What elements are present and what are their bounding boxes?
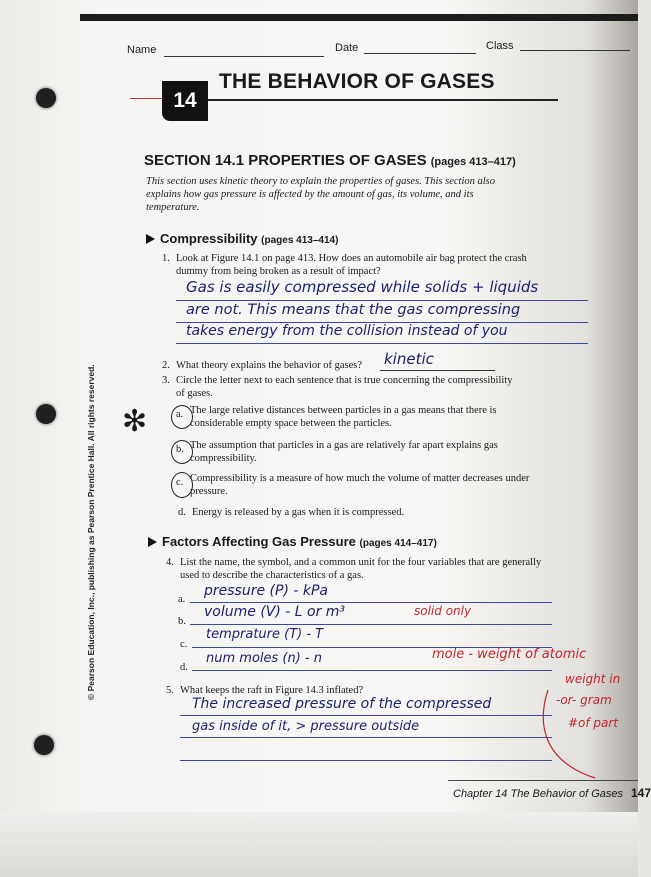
q5-text: What keeps the raft in Figure 14.3 inflated? — [180, 685, 364, 696]
top-bar — [80, 14, 638, 21]
binder-hole-top — [36, 88, 56, 108]
q5-answer-text-2: gas inside of it, > pressure outside — [192, 719, 420, 734]
class-label: Class — [486, 40, 514, 52]
q4-row-b-line[interactable] — [190, 624, 552, 625]
margin-note-line-2: -or- gram — [556, 693, 612, 707]
q4-row-b-note: solid only — [414, 604, 472, 618]
footer-rule — [448, 780, 638, 781]
section-title-text: SECTION 14.1 PROPERTIES OF GASES — [144, 152, 427, 169]
date-line[interactable] — [364, 53, 476, 54]
footer-chapter-text: Chapter 14 The Behavior of Gases — [453, 788, 623, 800]
compressibility-heading-text: Compressibility — [160, 231, 258, 246]
q4-row-a-letter: a. — [178, 594, 186, 605]
option-a-letter[interactable]: a. — [176, 409, 184, 420]
factors-heading — [148, 534, 437, 549]
name-line[interactable] — [164, 56, 324, 57]
q5-answer-line-1[interactable] — [180, 715, 552, 716]
star-mark: ✻ — [122, 404, 148, 439]
chapter-number-badge: 14 — [162, 81, 208, 121]
q4-row-c-answer: temprature (T) - T — [206, 627, 324, 642]
red-bracket-stroke — [540, 690, 600, 785]
option-d-letter[interactable]: d. — [178, 507, 186, 518]
factors-pages: (pages 414–417) — [359, 538, 437, 549]
q2-answer: kinetic — [384, 350, 434, 368]
q3-number: 3. — [162, 375, 170, 386]
q3-text: Circle the letter next to each sentence that is true concerning the compressibility of gases. — [176, 375, 513, 399]
q1-answer-line-3[interactable] — [176, 343, 588, 344]
q1-answer-text-2: are not. This means that the gas compressing — [186, 302, 521, 318]
q4-number: 4. — [166, 557, 174, 568]
q5-answer-line-3[interactable] — [180, 760, 552, 761]
chapter-title: THE BEHAVIOR OF GASES — [219, 70, 495, 93]
q1-number: 1. — [162, 253, 170, 264]
q4-row-b-answer: volume (V) - L or m³ — [204, 604, 346, 620]
triangle-bullet-icon — [146, 234, 155, 244]
option-b-letter[interactable]: b. — [176, 444, 184, 455]
compressibility-pages: (pages 413–414) — [261, 235, 339, 246]
q2-answer-line[interactable] — [380, 370, 495, 371]
section-intro: This section uses kinetic theory to explain the properties of gases. This section also explains how gas pressure is affected by the amount of gas, its volume, and its temperature. — [146, 176, 495, 213]
option-c-letter[interactable]: c. — [176, 477, 184, 488]
q4-row-c-letter: c. — [180, 639, 188, 650]
q4-row-d-answer: num moles (n) - n — [206, 651, 322, 666]
page-footer — [453, 786, 651, 800]
q2-number: 2. — [162, 360, 170, 371]
q1-answer-line-1[interactable] — [176, 300, 588, 301]
q4-row-a-line[interactable] — [190, 602, 552, 603]
q4-row-d-line[interactable] — [192, 670, 552, 671]
date-label: Date — [335, 42, 359, 54]
q1-answer-text-3: takes energy from the collision instead of you — [186, 323, 508, 339]
compressibility-heading — [146, 231, 338, 246]
q4-row-d-letter: d. — [180, 662, 188, 673]
q4-row-a-answer: pressure (P) - kPa — [204, 583, 328, 599]
q4-row-d-note: mole - weight of atomic — [432, 647, 587, 662]
factors-heading-text: Factors Affecting Gas Pressure — [162, 534, 356, 549]
class-line[interactable] — [520, 50, 630, 51]
margin-note-line-1: weight in — [565, 672, 621, 686]
q5-answer-line-2[interactable] — [180, 737, 552, 738]
q4-row-b-letter: b. — [178, 616, 186, 627]
binder-hole-middle — [36, 404, 56, 424]
option-c-text: Compressibility is a measure of how much the volume of matter decreases under pressure. — [190, 473, 530, 497]
name-label: Name — [127, 44, 157, 56]
margin-note-line-3: #of part — [568, 716, 619, 730]
q5-number: 5. — [166, 685, 174, 696]
triangle-bullet-icon — [148, 537, 157, 547]
chapter-accent-line — [130, 98, 163, 99]
q2-text: What theory explains the behavior of gases? — [176, 360, 363, 371]
section-pages: (pages 413–417) — [430, 156, 516, 168]
chapter-title-rule — [208, 99, 558, 101]
q5-answer-text-1: The increased pressure of the compressed — [192, 696, 492, 712]
page-bottom-shadow — [0, 812, 638, 877]
q1-answer-text-1: Gas is easily compressed while solids + liquids — [186, 278, 539, 296]
option-d-text: Energy is released by a gas when it is compressed. — [192, 507, 405, 518]
option-a-text: The large relative distances between particles in a gas means that there is considerable empty space between the particles. — [190, 405, 497, 429]
copyright-notice: © Pearson Education, Inc., publishing as Pearson Prentice Hall. All rights reserved. — [86, 364, 96, 700]
section-title — [144, 152, 516, 169]
q4-text: List the name, the symbol, and a common unit for the four variables that are generally used to describe the characteristics of a gas. — [180, 557, 542, 581]
footer-page-number: 147 — [630, 786, 651, 800]
option-b-text: The assumption that particles in a gas are relatively far apart explains gas compressibility. — [190, 440, 498, 464]
q1-text: Look at Figure 14.1 on page 413. How does an automobile air bag protect the crash dummy from being broken as a result of impact? — [176, 253, 527, 277]
binder-hole-bottom — [34, 735, 54, 755]
